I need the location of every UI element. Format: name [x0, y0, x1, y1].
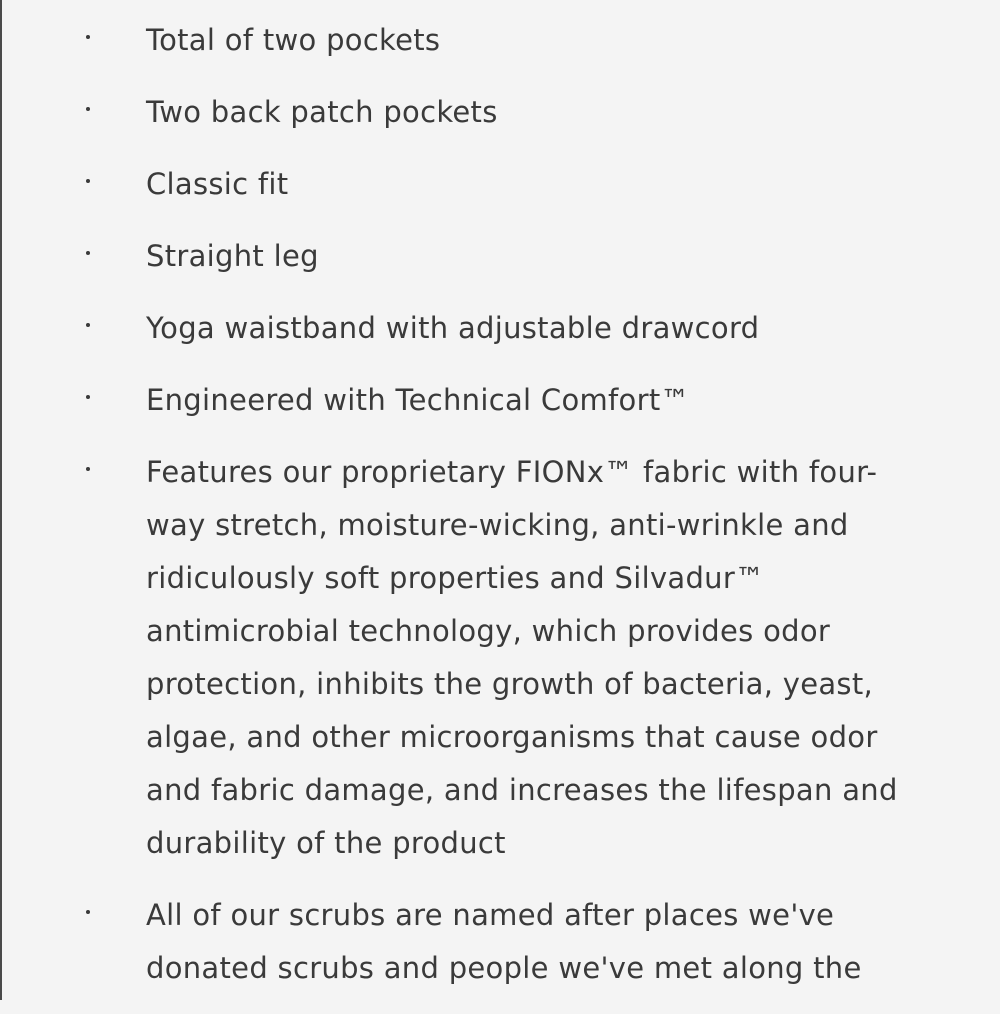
- list-item: [0, 158, 1000, 211]
- feature-text: Classic fit: [146, 167, 289, 201]
- list-item: [0, 86, 1000, 139]
- feature-text: Total of two pockets: [146, 23, 441, 57]
- feature-list: [0, 14, 1000, 1014]
- bullet-icon: [82, 230, 94, 283]
- feature-text: Two back patch pockets: [146, 95, 498, 129]
- feature-text: Features our proprietary FIONx™ fabric with four-way stretch, moisture-wicking, anti-wrinkle and ridiculously soft properties and Silvadur™ antimicrobial technology, which provides odor protection, inhibits the growth of bacteria, yeast, algae, and other microorganisms that cause odor and fabric damage, and increases the lifespan and durability of the product: [146, 455, 898, 860]
- bullet-icon: [82, 158, 94, 211]
- list-item: [0, 889, 1000, 995]
- list-item: [0, 446, 1000, 870]
- bullet-icon: [82, 446, 94, 499]
- list-item: [0, 374, 1000, 427]
- list-item: [0, 230, 1000, 283]
- bullet-icon: [82, 14, 94, 67]
- bullet-icon: [82, 889, 94, 942]
- bullet-icon: [82, 374, 94, 427]
- list-item: [0, 14, 1000, 67]
- feature-text: Straight leg: [146, 239, 319, 273]
- list-item: [0, 302, 1000, 355]
- bullet-icon: [82, 86, 94, 139]
- feature-text: Engineered with Technical Comfort™: [146, 383, 690, 417]
- feature-text: Yoga waistband with adjustable drawcord: [146, 311, 760, 345]
- feature-text: All of our scrubs are named after places we've donated scrubs and people we've met along the: [146, 898, 862, 985]
- bullet-icon: [82, 302, 94, 355]
